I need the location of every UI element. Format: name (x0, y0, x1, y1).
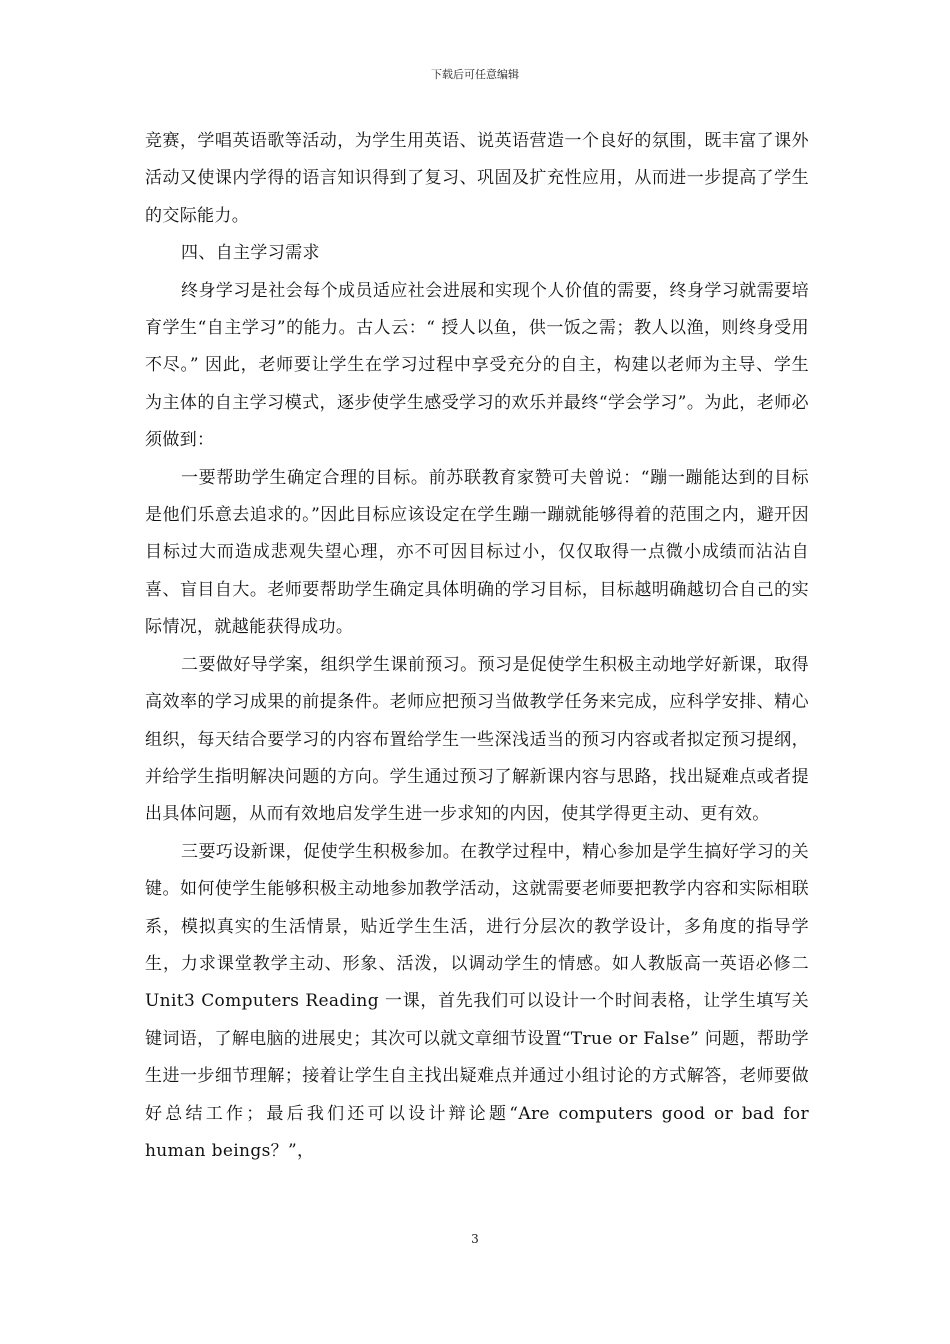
page-number: 3 (471, 1232, 479, 1246)
document-body (145, 123, 809, 1170)
paragraph-continuation: 竞赛，学唱英语歌等活动，为学生用英语、说英语营造一个良好的氛围，既丰富了课外活动又使课内学得的语言知识得到了复习、巩固及扩充性应用，从而进一步提高了学生的交际能力。 (145, 131, 809, 226)
paragraph-preview-guide: 二要做好导学案，组织学生课前预习。预习是促使学生积极主动地学好新课，取得高效率的学习成果的前提条件。老师应把预习当做教学任务来完成，应科学安排、精心组织，每天结合要学习的内容布置给学生一些深浅适当的预习内容或者拟定预习提纲，并给学生指明解决问题的方向。学生通过预习了解新课内容与思路，找出疑难点或者提出具体问题，从而有效地启发学生进一步求知的内因，使其学得更主动、更有效。 (145, 654, 809, 825)
paragraph-lifelong-learning: 终身学习是社会每个成员适应社会进展和实现个人价值的需要，终身学习就需要培育学生“自主学习”的能力。古人云：“ 授人以鱼，供一饭之需；教人以渔，则终身受用不尽。” 因此，老师要让学生在学习过程中享受充分的自主，构建以老师为主导、学生为主体的自主学习模式，逐步使学生感受学习的欢乐并最终“学会学习”。为此，老师必须做到： (145, 280, 809, 451)
paragraph-new-lesson-design: 三要巧设新课，促使学生积极参加。在教学过程中，精心参加是学生搞好学习的关键。如何使学生能够积极主动地参加教学活动，这就需要老师要把教学内容和实际相联系，模拟真实的生活情景，贴近学生生活，进行分层次的教学设计，多角度的指导学生，力求课堂教学主动、形象、活泼，以调动学生的情感。如人教版高一英语必修二 Unit3 Computers Reading 一课，首先我们可以设计一个时间表格，让学生填写关键词语，了解电脑的进展史；其次可以就文章细节设置“True or False” 问题，帮助学生进一步细节理解；接着让学生自主找出疑难点并通过小组讨论的方式解答，老师要做好总结工作；最后我们还可以设计辩论题“Are computers good or bad for human beings？”， (145, 841, 809, 1161)
section-heading: 四、自主学习需求 (181, 243, 320, 264)
page-header: 下载后可任意编辑 (431, 68, 519, 81)
paragraph-goal-setting: 一要帮助学生确定合理的目标。前苏联教育家赞可夫曾说：“蹦一蹦能达到的目标是他们乐意去追求的。”因此目标应该设定在学生蹦一蹦就能够得着的范围之内，避开因目标过大而造成悲观失望心理，亦不可因目标过小，仅仅取得一点微小成绩而沾沾自喜、盲目自大。老师要帮助学生确定具体明确的学习目标，目标越明确越切合自己的实际情况，就越能获得成功。 (145, 467, 809, 638)
